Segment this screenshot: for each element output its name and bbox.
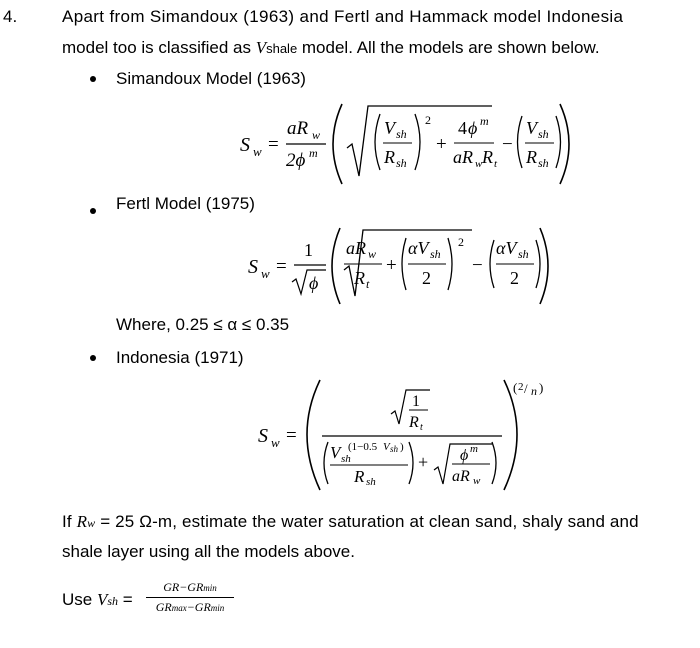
svg-text:sh: sh bbox=[538, 156, 549, 170]
svg-text:V: V bbox=[526, 118, 537, 138]
svg-text:w: w bbox=[473, 475, 481, 487]
bullet-icon bbox=[90, 76, 96, 82]
svg-text:/: / bbox=[524, 381, 528, 396]
svg-text:ϕ: ϕ bbox=[460, 447, 469, 464]
question-number: 4. bbox=[3, 7, 18, 26]
model-label-fertl: Fertl Model (1975) bbox=[116, 194, 255, 213]
svg-text:αV: αV bbox=[408, 238, 429, 258]
svg-text:R: R bbox=[482, 147, 493, 167]
svg-text:R: R bbox=[354, 268, 365, 288]
svg-text:n: n bbox=[531, 384, 537, 398]
svg-text:+: + bbox=[418, 452, 429, 472]
svg-text:V: V bbox=[383, 441, 390, 453]
bullet-icon bbox=[90, 355, 96, 361]
svg-text:t: t bbox=[494, 158, 498, 170]
svg-text:sh: sh bbox=[341, 453, 351, 465]
svg-text:S: S bbox=[240, 134, 250, 156]
svg-text:1: 1 bbox=[412, 393, 420, 410]
svg-text:aR: aR bbox=[287, 118, 309, 139]
svg-text:w: w bbox=[253, 144, 262, 159]
svg-text:2ϕ: 2ϕ bbox=[286, 150, 306, 171]
svg-text:m: m bbox=[480, 114, 489, 128]
svg-text:S: S bbox=[248, 256, 258, 278]
svg-text:aR: aR bbox=[453, 147, 473, 167]
given-line-1: If Rw = 25 Ω-m, estimate the water saturation at clean sand, shaly sand and bbox=[62, 512, 639, 531]
svg-text:m: m bbox=[309, 146, 318, 160]
model-label-simandoux: Simandoux Model (1963) bbox=[116, 69, 306, 88]
svg-text:w: w bbox=[261, 266, 270, 281]
simandoux-equation bbox=[230, 98, 570, 190]
svg-text:V: V bbox=[384, 118, 395, 138]
intro-line-2: model too is classified as Vshale model. All the models are shown below. bbox=[62, 38, 600, 57]
svg-text:−: − bbox=[472, 255, 483, 276]
model-label-indonesia: Indonesia (1971) bbox=[116, 348, 244, 367]
svg-text:=: = bbox=[286, 425, 297, 446]
given-line-2: shale layer using all the models above. bbox=[62, 542, 355, 561]
svg-text:+: + bbox=[386, 255, 397, 276]
svg-text:1: 1 bbox=[304, 240, 313, 260]
svg-text:R: R bbox=[354, 467, 365, 486]
svg-text:2: 2 bbox=[458, 235, 464, 249]
fertl-equation bbox=[240, 224, 560, 308]
svg-text:=: = bbox=[276, 256, 287, 277]
fraction-bar bbox=[146, 597, 234, 598]
vsh-denominator: GRmax−GRmin bbox=[155, 600, 225, 614]
svg-text:ϕ: ϕ bbox=[309, 273, 319, 293]
svg-text:+: + bbox=[436, 134, 447, 155]
svg-text:2: 2 bbox=[518, 381, 524, 393]
svg-text:): ) bbox=[539, 380, 544, 395]
svg-text:R: R bbox=[384, 147, 395, 167]
svg-text:2: 2 bbox=[422, 268, 431, 288]
svg-text:4: 4 bbox=[458, 118, 467, 138]
svg-text:sh: sh bbox=[430, 247, 441, 261]
vsh-numerator: GR−GRmin bbox=[163, 580, 217, 594]
svg-text:R: R bbox=[526, 147, 537, 167]
svg-text:w: w bbox=[312, 128, 321, 142]
svg-text:sh: sh bbox=[390, 444, 399, 454]
svg-text:aR: aR bbox=[452, 468, 470, 485]
use-label: Use Vsh = bbox=[62, 590, 133, 609]
svg-text:V: V bbox=[330, 443, 341, 462]
svg-text:t: t bbox=[420, 422, 423, 433]
svg-text:sh: sh bbox=[518, 247, 529, 261]
svg-text:w: w bbox=[475, 158, 483, 170]
svg-text:sh: sh bbox=[366, 476, 376, 488]
svg-text:w: w bbox=[368, 247, 377, 261]
svg-text:m: m bbox=[470, 443, 478, 455]
svg-text:(1−0.5: (1−0.5 bbox=[348, 441, 378, 453]
svg-text:−: − bbox=[502, 134, 513, 155]
svg-text:αV: αV bbox=[496, 238, 517, 258]
svg-text:ϕ: ϕ bbox=[468, 118, 478, 138]
indonesia-equation bbox=[248, 372, 558, 498]
svg-text:2: 2 bbox=[510, 268, 519, 288]
svg-text:w: w bbox=[271, 435, 280, 450]
svg-text:(: ( bbox=[513, 380, 518, 395]
svg-text:aR: aR bbox=[346, 238, 366, 258]
svg-text:S: S bbox=[258, 425, 268, 447]
svg-text:R: R bbox=[409, 414, 419, 431]
svg-text:t: t bbox=[366, 277, 370, 291]
svg-text:sh: sh bbox=[396, 156, 407, 170]
alpha-range: Where, 0.25 ≤ α ≤ 0.35 bbox=[116, 315, 290, 334]
svg-text:=: = bbox=[268, 134, 279, 155]
svg-text:2: 2 bbox=[425, 113, 431, 127]
svg-text:sh: sh bbox=[396, 127, 407, 141]
svg-text:sh: sh bbox=[538, 127, 549, 141]
intro-line-1: Apart from Simandoux (1963) and Fertl and Hammack model Indonesia bbox=[62, 7, 624, 26]
bullet-icon bbox=[90, 208, 96, 214]
svg-text:): ) bbox=[400, 441, 404, 453]
